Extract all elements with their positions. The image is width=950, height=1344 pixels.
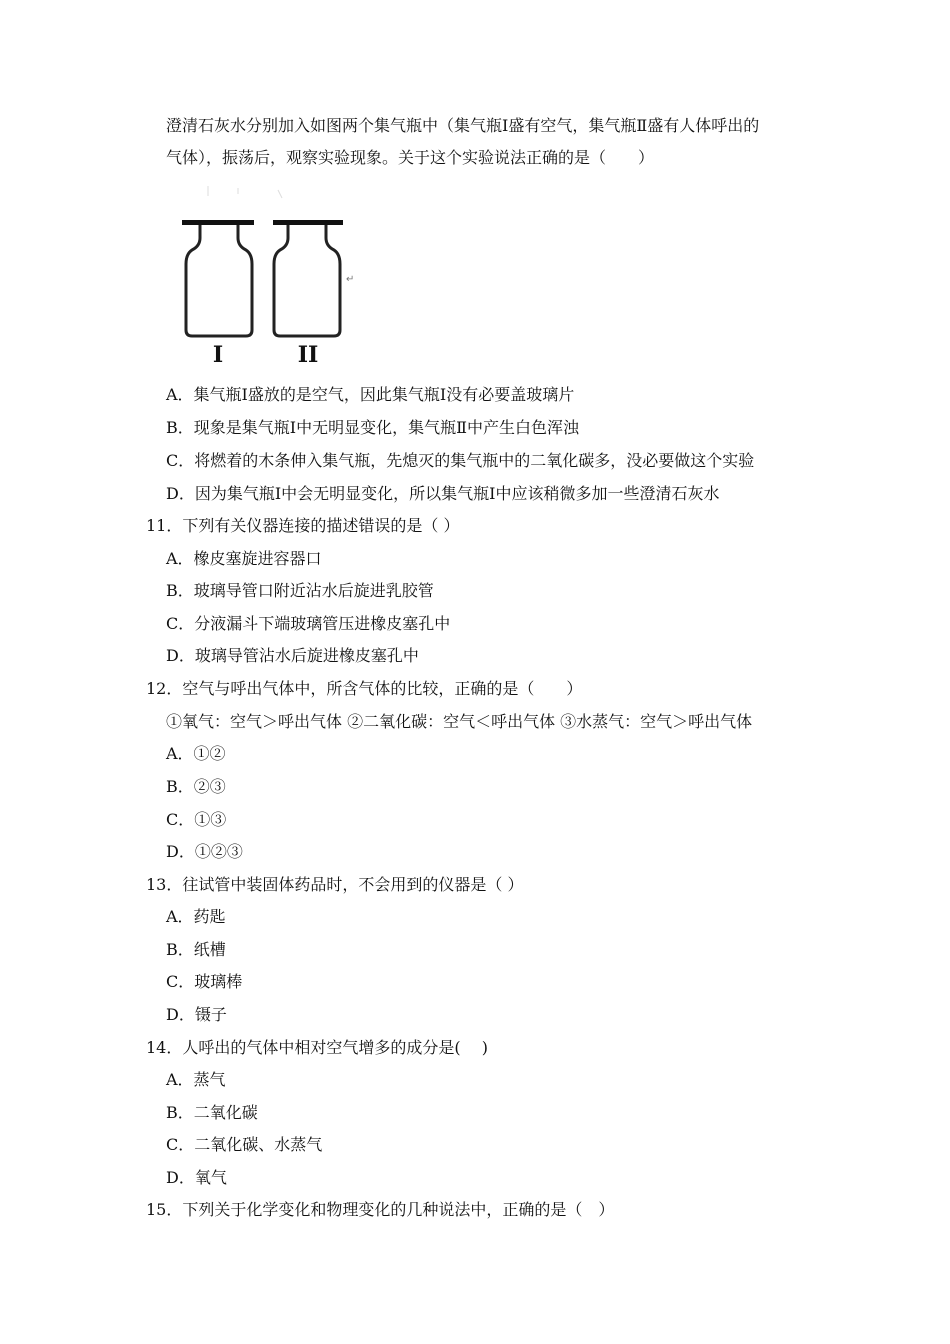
gas-bottles-figure [178, 184, 368, 370]
q12-option-d: D．①②③ [166, 842, 243, 861]
q11-option-d: D．玻璃导管沾水后旋进橡皮塞孔中 [166, 646, 419, 665]
q14-option-d: D．氧气 [166, 1168, 227, 1187]
q13-option-c: C．玻璃棒 [166, 972, 243, 991]
bottle-one [182, 220, 254, 336]
q13-option-d: D．镊子 [166, 1005, 227, 1024]
q14-option-a: A．蒸气 [166, 1070, 226, 1089]
q11-option-b: B．玻璃导管口附近沾水后旋进乳胶管 [166, 581, 434, 600]
q14-stem: 14．人呼出的气体中相对空气增多的成分是( ) [146, 1038, 488, 1057]
bottle-two [273, 220, 343, 336]
q12-statements: ①氧气：空气＞呼出气体 ②二氧化碳：空气＜呼出气体 ③水蒸气：空气＞呼出气体 [166, 712, 753, 731]
q12-option-b: B．②③ [166, 777, 226, 796]
q11-option-a: A．橡皮塞旋进容器口 [166, 549, 322, 568]
gas-bottles-drawing [178, 184, 368, 370]
question-intro-line-2: 气体），振荡后，观察实验现象。关于这个实验说法正确的是（ ） [166, 148, 655, 167]
q12-option-a: A．①② [166, 744, 226, 763]
q11-stem: 11．下列有关仪器连接的描述错误的是（ ） [146, 516, 460, 535]
q10-option-c: C．将燃着的木条伸入集气瓶，先熄灭的集气瓶中的二氧化碳多，没必要做这个实验 [166, 451, 755, 470]
q12-option-c: C．①③ [166, 810, 227, 829]
q11-option-c: C．分液漏斗下端玻璃管压进橡皮塞孔中 [166, 614, 451, 633]
q10-option-a: A．集气瓶Ⅰ盛放的是空气，因此集气瓶Ⅰ没有必要盖玻璃片 [166, 385, 575, 404]
bottle-one-label: I [212, 342, 224, 368]
q10-option-d: D．因为集气瓶Ⅰ中会无明显变化，所以集气瓶Ⅰ中应该稍微多加一些澄清石灰水 [166, 484, 720, 503]
q13-option-b: B．纸槽 [166, 940, 226, 959]
bottle-two-label: II [297, 342, 319, 368]
q10-option-b: B．现象是集气瓶Ⅰ中无明显变化，集气瓶Ⅱ中产生白色浑浊 [166, 418, 579, 437]
q13-option-a: A．药匙 [166, 907, 226, 926]
q15-stem: 15．下列关于化学变化和物理变化的几种说法中，正确的是（ ） [146, 1200, 615, 1219]
question-intro-line-1: 澄清石灰水分别加入如图两个集气瓶中（集气瓶Ⅰ盛有空气，集气瓶Ⅱ盛有人体呼出的 [166, 116, 760, 135]
q12-stem: 12．空气与呼出气体中，所含气体的比较，正确的是（ ） [146, 679, 583, 698]
q14-option-c: C．二氧化碳、水蒸气 [166, 1135, 323, 1154]
q13-stem: 13．往试管中装固体药品时，不会用到的仪器是（ ） [146, 875, 524, 894]
paragraph-return-mark: ↵ [346, 274, 355, 285]
q14-option-b: B．二氧化碳 [166, 1103, 258, 1122]
